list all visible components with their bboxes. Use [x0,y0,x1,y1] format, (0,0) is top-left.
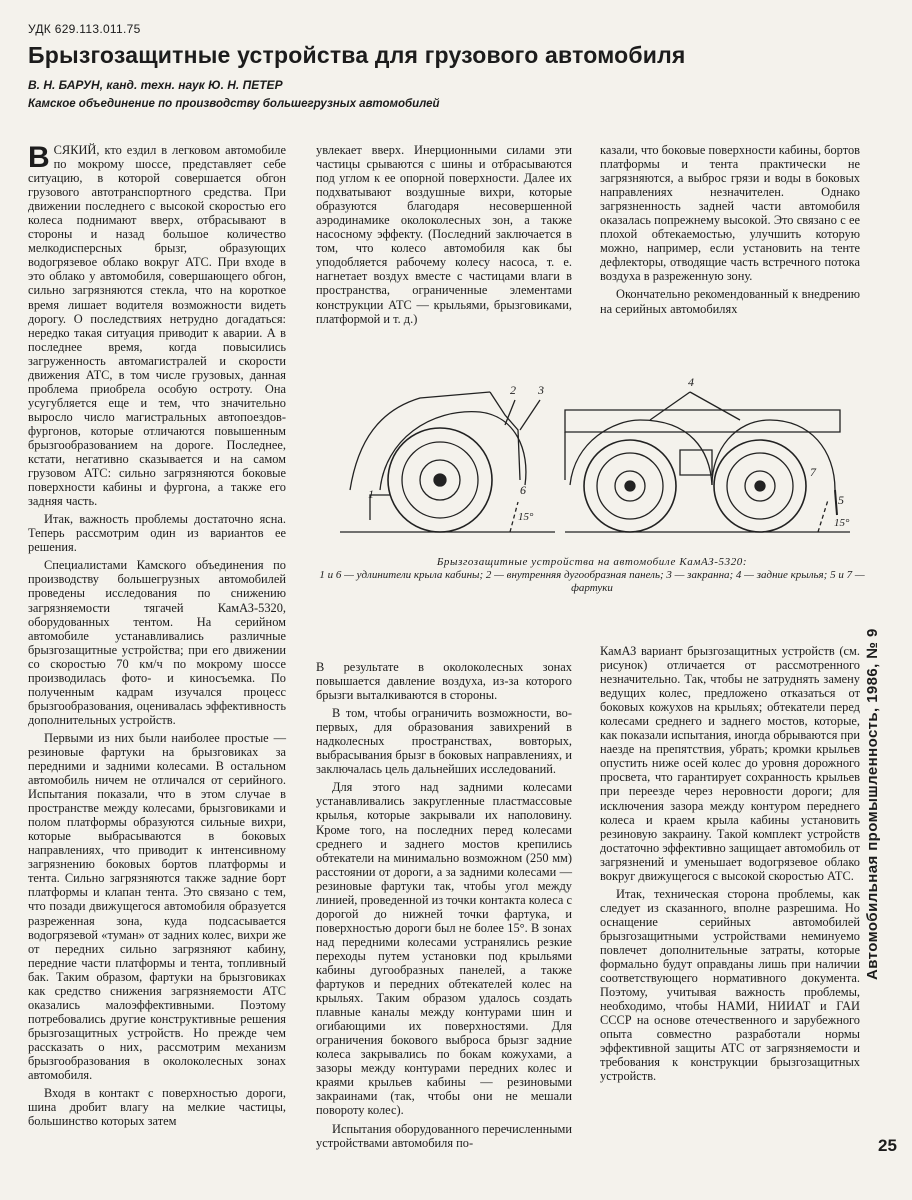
caption-title: Брызгозащитные устройства на автомобиле КамАЗ-5320: [436,556,748,568]
col3top-paragraph-1: казали, что боковые поверхности кабины, бортов платформы и тента практически не загрязняются, а выброс грязи и воды в боковых направлениях незначителен. Однако загрязненность задней части автомобиля оказалась попрежнему высокой. Это связано с ее плохой обтекаемостью, улучшить которую можно, например, если установить на тенте дефлекторы, отводящие часть встречного потока воздуха в разреженную зону. [600,143,860,284]
col1-paragraph-1 [28,143,286,508]
affiliation: Камское объединение по производству большегрузных автомобилей [28,98,440,110]
figure-label-4: 4 [688,375,694,389]
column-2 [316,660,572,1154]
column-3-top [600,143,860,320]
figure-label-1: 1 [368,487,374,501]
col2-paragraph-4: Испытания оборудованного перечисленными устройствами автомобиля по- [316,1121,572,1150]
col2-paragraph-2: В том, чтобы ограничить возможности, во-первых, для образования завихрений в надколесных пространствах, вовторых, выбрасывания брызг в боковых направлениях, и заключалась цель дальнейших исследований. [316,706,572,777]
authors: В. Н. БАРУН, канд. техн. наук Ю. Н. ПЕТЕР [28,78,283,92]
column-2-top [316,143,572,330]
column-3 [600,644,860,1087]
col3-paragraph-2: Итак, техническая сторона проблемы, как следует из сказанного, вполне разрешима. Но оснащение серийных автомобилей брызгозащитными устройствами неминуемо повлечет дополнительные затраты, которые формально будут оправданы лишь при наличии соответствующего нормативного документа. Поэтому, учитывая важность проблемы, необходимо, чтобы НАМИ, НИИАТ и ГАИ СССР на основе отечественного и зарубежного опыта совместно разработали нормы эффективной защиты АТС от загрязняемости и требования к конструкции брызгозащитных устройств. [600,886,860,1084]
caption-text: 1 и 6 — удлинители крыла кабины; 2 — внутренняя дугообразная панель; 3 — закранна; 4 — задние крылья; 5 и 7 — фартуки [319,569,865,594]
journal-sidebar [864,628,904,1020]
cab-rear [490,392,520,480]
column-1 [28,143,286,1132]
rear-wheel-2-hub [755,481,765,491]
truck-mudguard-figure [340,370,860,550]
col2-paragraph-3: Для этого над задними колесами устанавливались закругленные пластмассовые крылья, которые закрывали их наполовину. Кроме того, на последних перед колесами среднего и заднего мостов крепились обтекатели на минимально возможном (250 мм) расстоянии от дороги, а за задними колесами — резиновые фартуки так, чтобы угол между линией, проведенной из точки контакта колеса с дорогой до нижней точки фартука, и поверхностью дороги был не более 15°. В зонах над передними колесами устранялись резкие переходы путем установки под крыльями кабины дугообразных панелей, а также фартуков и передних обтекателей колес на крыльях. Таким образом удалось создать плавные каналы между контурами шин и огибающими их поверхностями. Для ограничения бокового выброса брызг задние колеса закрывались по бокам кожухами, а зазоры между контурами передних колес и краями крыльев кабины — резиновыми закраинами (так, чтобы они не мешали повороту колес). [316,780,572,1118]
figure-label-6: 6 [520,483,526,497]
rear-wheel-1-hub [625,481,635,491]
journal-name-vertical: Автомобильная промышленность, 1986, № 9 [864,628,881,980]
angle-line-front [510,502,518,532]
figure-label-5: 5 [838,493,844,507]
platform-outline [565,410,840,432]
leader-4a [650,392,690,420]
col3top-paragraph-2: Окончательно рекомендованный к внедрению на серийных автомобилях [600,287,860,316]
page-number: 25 [878,1136,897,1155]
udk-code: УДК 629.113.011.75 [28,22,141,36]
col2-paragraph-1: В результате в околоколесных зонах повышается давление воздуха, из-за которого брызги выталкиваются в стороны. [316,660,572,703]
rear-mudflap [835,490,837,515]
col1-paragraph-4: Первыми из них были наиболее простые — резиновые фартуки на брызговиках за передними и задними колесами. В остальном автомобиль ничем не отличался от серийного. Испытания показали, что в этом случае в пространстве между колесами, брызговиками и полом платформы образуются сильные вихри, которые выбрасываются в боковых направлениях, что приводит к интенсивному загрязнению боковых бортов платформы и тента. Сильно загрязняются также задние борт платформы и клапан тента. Это связано с тем, что позади движущегося автомобиля образуется разреженная зона, куда подсасывается водогрязевой «туман» от задних колес, вихри же от передних сильно загрязняют кабину, передние части платформы и тента, топливный бак. Таким образом, фартуки на брызговиках как средство снижения загрязняемости АТС оказались малоэффективными. Поэтому потребовались другие конструктивные решения брызгозащитных устройств. Но прежде чем рассказать о них, рассмотрим механизм брызгообразования в околоколесных зонах автомобиля. [28,730,286,1083]
article-title: Брызгозащитные устройства для грузового автомобиля [28,42,686,68]
figure-caption [318,556,866,595]
figure-label-7: 7 [810,465,816,479]
col3-paragraph-1: КамАЗ вариант брызгозащитных устройств (см. рисунок) отличается от рассмотренного незначительно. Так, чтобы не затруднять замену ведущих колес, предложено отказаться от боковых кожухов на крыльях; обтекатели перед колесами среднего и заднего мостов, которые, как показали испытания, иногда обрываются при наезде на препятствия, убрать; кромки крыльев опустить ниже осей колес до уровня дорожного просвета, что гарантирует сохранность крыльев при переезде через неровности дороги; для исключения зазора между контуром переднего колеса и краем крыла кабины установить резиновую закраину. Такой комплект устройств достаточно эффективно защищает автомобиль от загрязнений и уменьшает водогрязевое облако вокруг движущегося с высокой скоростью АТС. [600,644,860,883]
figure-angle-front: 15° [518,511,534,523]
leader-3 [520,400,540,430]
figure-label-3: 3 [538,383,544,397]
col2top-paragraph-1: увлекает вверх. Инерционными силами эти частицы срываются с шины и отбрасываются под углом к ее опорной поверхности. Далее их подхватывают воздушные вихри, которые образуются благодаря несовершенной аэродинамике околоколесных зон, а также насосному эффекту. (Последний заключается в том, что колесо автомобиля как бы уподобляется рабочему колесу насоса, т. е. нагнетает воздух вместе с частицами влаги в пространства, ограниченные элементами конструкции АТС — крыльями, брызговиками, платформой и т. д.) [316,143,572,326]
col1-paragraph-2: Итак, важность проблемы достаточно ясна. Теперь рассмотрим один из вариантов ее решения. [28,512,286,555]
drop-cap: В [28,141,50,174]
leader-4b [690,392,740,420]
front-wheel-hub [434,474,446,486]
col1-p1-text: СЯКИЙ, кто ездил в легковом автомобиле по мокрому шоссе, представляет себе ситуацию, в которой совершается обгон грузового автотранспортного средства. При движении последнего с высокой скоростью его колеса поднимают вверх, отбрасывают в стороны и назад большое количество мелкодисперсных брызг, образующих водогрязевое облако вокруг АТС. При входе в это облако у автомобиля, совершающего обгон, сильно загрязняются стекла, что на короткое время лишает водителя возможности видеть дорогу. О последствиях нетрудно догадаться: нередко такая ситуация приводит к аварии. А в последнее время, когда повысились загруженность автомагистралей и скорости движения АТС, в том числе грузовых, данная проблема приобрела особую остроту. Она усугубляется еще и тем, что значительно выросло число магистральных автопоездов-фургонов, которые отличаются повышенным брызгообразованием на дороге. Последнее, кстати, негативно сказывается и на самом грузовом АТС: сильно загрязняются боковые поверхности кабины и фургона, а также его задняя часть. [28,143,286,509]
col1-paragraph-3: Специалистами Камского объединения по производству большегрузных автомобилей проведены исследования по снижению загрязняемости тягачей КамАЗ-5320, оборудованных тентом. На серийном автомобиле устанавливались различные брызгозащитные устройства; при его движении со скоростью 70 км/ч по мокрому шоссе производилась фото- и киносъемка. По полученным кадрам изучался процесс брызгообразования, оценивалась эффективность дополнительных устройств. [28,558,286,727]
angle-line-rear [818,500,828,532]
col1-paragraph-5: Входя в контакт с поверхностью дороги, шина дробит влагу на мелкие частицы, большинство которых затем [28,1086,286,1129]
figure-angle-rear: 15° [834,517,850,529]
figure-label-2: 2 [510,383,516,397]
